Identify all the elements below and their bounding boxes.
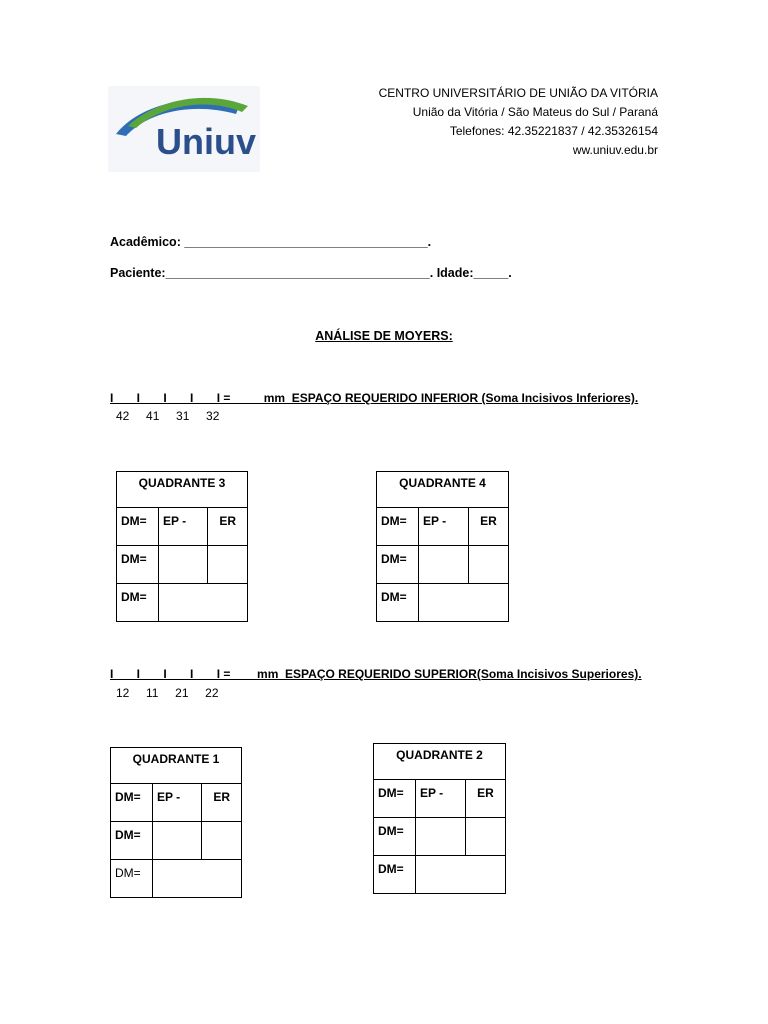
ep-label: EP -: [416, 780, 466, 818]
dm-label: DM=: [117, 584, 159, 622]
dm-label: DM=: [117, 546, 159, 584]
er-label: ER: [469, 508, 509, 546]
empty-cell: [416, 856, 506, 894]
empty-cell: [416, 818, 466, 856]
er-label: ER: [202, 784, 242, 822]
empty-cell: [159, 584, 248, 622]
institution-city: União da Vitória / São Mateus do Sul / Paraná: [412, 105, 658, 119]
quadrant-4-title: QUADRANTE 4: [377, 472, 509, 508]
quadrant-3-table: [116, 471, 248, 622]
superior-teeth-numbers: 12 11 21 22: [116, 686, 219, 700]
empty-cell: [159, 546, 208, 584]
empty-cell: [419, 584, 509, 622]
empty-cell: [419, 546, 469, 584]
er-label: ER: [466, 780, 506, 818]
uniuv-logo: [108, 86, 260, 172]
quadrant-2-title: QUADRANTE 2: [374, 744, 506, 780]
inferior-formula: I I I I I = mm ESPAÇO REQUERIDO INFERIOR (Soma Incisivos Inferiores).: [110, 391, 639, 405]
er-label: ER: [208, 508, 248, 546]
dm-label: DM=: [111, 784, 153, 822]
ep-label: EP -: [419, 508, 469, 546]
empty-cell: [469, 546, 509, 584]
quadrant-1-title: QUADRANTE 1: [111, 748, 242, 784]
dm-label: DM=: [111, 860, 153, 898]
dm-label: DM=: [117, 508, 159, 546]
paciente-field: Paciente:______________________________________. Idade:_____.: [110, 266, 512, 280]
ep-label: EP -: [159, 508, 208, 546]
dm-label: DM=: [374, 818, 416, 856]
ep-label: EP -: [153, 784, 202, 822]
dm-label: DM=: [374, 780, 416, 818]
quadrant-1-table: [110, 747, 242, 898]
dm-label: DM=: [377, 584, 419, 622]
academico-field: Acadêmico: ___________________________________.: [110, 235, 432, 249]
empty-cell: [153, 822, 202, 860]
quadrant-4-table: [376, 471, 509, 622]
superior-formula: I I I I I = mm ESPAÇO REQUERIDO SUPERIOR(Soma Incisivos Superiores).: [110, 667, 642, 681]
quadrant-3-title: QUADRANTE 3: [117, 472, 248, 508]
analysis-title: ANÁLISE DE MOYERS:: [315, 329, 453, 343]
institution-phones: Telefones: 42.35221837 / 42.35326154: [449, 124, 658, 138]
institution-website: ww.uniuv.edu.br: [572, 143, 658, 157]
dm-label: DM=: [111, 822, 153, 860]
empty-cell: [208, 546, 248, 584]
empty-cell: [202, 822, 242, 860]
inferior-teeth-numbers: 42 41 31 32: [116, 409, 220, 423]
institution-name: CENTRO UNIVERSITÁRIO DE UNIÃO DA VITÓRIA: [378, 86, 658, 100]
empty-cell: [466, 818, 506, 856]
dm-label: DM=: [374, 856, 416, 894]
dm-label: DM=: [377, 546, 419, 584]
quadrant-2-table: [373, 743, 506, 894]
empty-cell: [153, 860, 242, 898]
dm-label: DM=: [377, 508, 419, 546]
svg-text:Uniuv: Uniuv: [156, 121, 257, 162]
